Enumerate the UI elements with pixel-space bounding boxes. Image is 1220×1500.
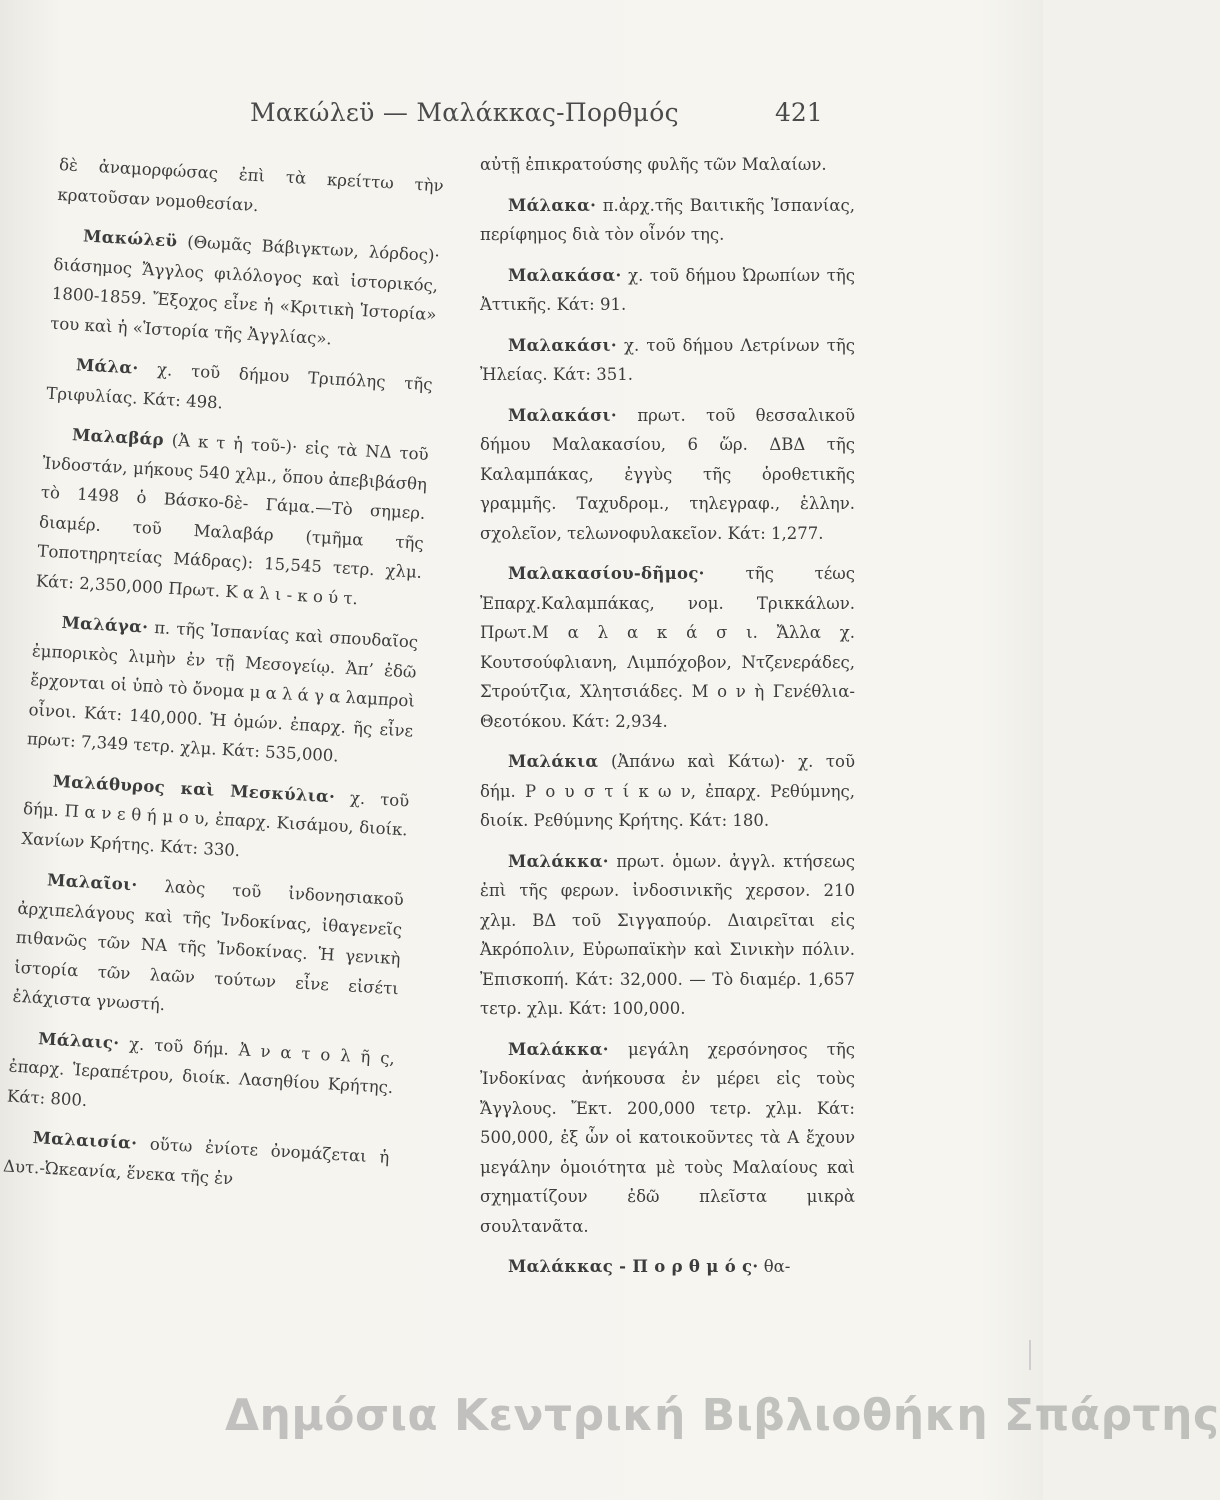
entry-headword: Μαλακάσα· <box>508 265 622 285</box>
entry-headword: Μαλάθυρος καὶ Μεσκύλια· <box>52 771 336 806</box>
entry-text: χ. τοῦ δήμ. Ἀ ν α τ ο λ ῆ ς, ἐπαρχ. Ἱεραπέτρου, διοίκ. Λασηθίου Κρήτης. Κάτ: 800. <box>6 1033 396 1110</box>
left-entry <box>35 419 429 617</box>
entry-headword: Μαλάκια <box>508 752 599 771</box>
entry-text: (Ἀπάνω καὶ Κάτω)· χ. τοῦ δήμ. Ρ ο υ σ τ ί κ ω ν, ἐπαρχ. Ρεθύμνης, διοίκ. Ρεθύμνης Κρήτης. Κάτ: 180. <box>480 752 855 830</box>
entry-text: αὐτῇ ἐπικρατούσης φυλῆς τῶν Μαλαίων. <box>480 155 827 174</box>
left-entry <box>50 220 441 359</box>
entry-text: λαὸς τοῦ ἰνδονησιακοῦ ἀρχιπελάγους καὶ τῆς Ἰνδοκίνας, ἰθαγενεῖς πιθανῶς τῶν ΝΑ τῆς Ἰνδοκίνας. Ἡ γενικὴ ἱστορία τῶν λαῶν τούτων εἶνε εἰσέτι ἐλάχιστα γνωστή. <box>12 876 405 1015</box>
right-entry <box>480 401 855 549</box>
right-entry <box>480 150 855 180</box>
entry-text: πρωτ. τοῦ θεσσαλικοῦ δήμου Μαλακασίου, 6 ὥρ. ΔΒΔ τῆς Καλαμπάκας, ἐγγὺς τῆς ὁροθετικῆς γραμμῆς. Ταχυδρομ., τηλεγραφ., ἑλλην. σχολεῖον, τελωνοφυλακεῖον. Κάτ: 1,277. <box>480 405 856 543</box>
entry-headword: Μαλακασίου-δῆμος· <box>508 564 705 583</box>
left-entry <box>6 1022 395 1132</box>
entry-headword: Μακώλεϋ <box>82 226 178 251</box>
entry-headword: Μαλαβάρ <box>71 425 165 450</box>
entry-text: οὕτω ἐνίοτε ὀνομάζεται ἡ Δυτ.-Ὠκεανία, ἕνεκα τῆς ἐν <box>2 1134 390 1188</box>
entry-text: χ. τοῦ δήμ. Π α ν ε θ ή μ ο υ, ἐπαρχ. Κισάμου, διοίκ. Χανίων Κρήτης. Κάτ: 330. <box>21 787 410 860</box>
left-column <box>2 150 445 1213</box>
library-watermark: Δημόσια Κεντρική Βιβλιοθήκη Σπάρτης <box>225 1390 1220 1441</box>
entry-headword: Μάλα· <box>75 355 139 378</box>
running-header: Μακώλεϋ — Μαλάκκας-Πορθμός <box>250 98 679 127</box>
right-entry <box>480 331 855 390</box>
left-entry <box>57 150 445 230</box>
entry-text: (Ἀ κ τ ἡ τοῦ-)· εἰς τὰ ΝΔ τοῦ Ἰνδοστάν, μήκους 540 χλμ., ὅπου ἀπεβιβάσθη τὸ 1498 ὁ Βάσκο-δὲ- Γάμα.—Τὸ σημερ. διαμέρ. τοῦ Μαλαβάρ (τμῆμα τῆς Τοποτηρητείας Μάδρας): 15,545 τετρ. χλμ. Κάτ: 2,350,000 Πρωτ. Κ α λ ι - κ ο ύ τ. <box>35 430 430 608</box>
entry-headword: Μαλάκκα· <box>508 1039 609 1059</box>
entry-text: (Θωμᾶς Βάβιγκτων, λόρδος)· διάσημος Ἄγγλος φιλόλογος καὶ ἱστορικός, 1800-1859. Ἔξοχος εἶνε ἡ «Κριτικὴ Ἱστορία» του καὶ ἡ «Ἱστορία τῆς Ἀγγλίας». <box>49 232 441 348</box>
right-entry <box>480 747 855 836</box>
entry-text: δὲ ἀναμορφώσας ἐπὶ τὰ κρείττω τὴν κρατοῦσαν νομοθεσίαν. <box>57 154 445 215</box>
entry-headword: Μάλαις· <box>37 1028 120 1053</box>
entry-headword: Μαλάγα· <box>61 612 149 637</box>
entry-text: θα- <box>763 1257 791 1276</box>
entry-headword: Μάλακα· <box>508 195 597 215</box>
right-entry <box>480 1035 855 1242</box>
entry-text: π. τῆς Ἰσπανίας καὶ σπουδαῖος ἐμπορικὸς λιμὴν ἐν τῇ Μεσογείῳ. Ἀπ’ ἐδῶ ἔρχονται οἱ ὑπὸ τὸ ὄνομα μ α λ ά γ α λαμπροὶ οἶνοι. Κάτ: 140,000. Ἡ ὁμών. ἐπαρχ. ῆς εἶνε πρωτ: 7,349 τετρ. χλμ. Κάτ: 535,000. <box>26 618 419 766</box>
left-entry <box>12 864 405 1033</box>
right-entry <box>480 1252 855 1282</box>
entry-text: μεγάλη χερσόνησος τῆς Ἰνδοκίνας ἀνήκουσα ἐν μέρει εἰς τοὺς Ἄγγλους. Ἔκτ. 200,000 τετρ. χλμ. Κάτ: 500,000, ἐξ ὧν οἱ κατοικοῦντες τὰ Α ἔχουν μεγάλην ὁμοιότητα μὲ τοὺς Μαλαίους καὶ σχηματίζουν ἐδῶ πλεῖστα μικρὰ σουλτανᾶτα. <box>480 1039 855 1236</box>
left-entry <box>2 1121 390 1201</box>
entry-text: τῆς τέως Ἐπαρχ.Καλαμπάκας, νομ. Τρικκάλων. Πρωτ.Μ α λ α κ ά σ ι. Ἄλλα χ. Κουτσούφλιανη, Λιμπόχοβον, Ντζενεράδες, Στρούτζια, Χλητσιάδες. Μ ο ν ὴ Γενέθλια-Θεοτόκου. Κάτ: 2,934. <box>480 564 856 731</box>
entry-headword: Μαλακάσι· <box>508 335 617 355</box>
page-number: 421 <box>775 98 823 127</box>
entry-headword: Μαλάκκας - Π ο ρ θ μ ό ς· <box>508 1257 759 1276</box>
left-entry <box>46 349 434 429</box>
left-entry <box>26 606 419 775</box>
entry-headword: Μαλαῖοι· <box>46 870 138 895</box>
right-entry <box>480 847 855 1024</box>
entry-text: πρωτ. ὁμων. ἀγγλ. κτήσεως ἐπὶ τῆς φερων. ἰνδοσινικῆς χερσον. 210 χλμ. ΒΔ τοῦ Σιγγαπούρ. Διαιρεῖται εἰς Ἀκρόπολιν, Εὐρωπαϊκὴν καὶ Σινικὴν πόλιν. Ἐπισκοπή. Κάτ: 32,000. — Τὸ διαμέρ. 1,657 τετρ. χλμ. Κάτ: 100,000. <box>480 851 855 1018</box>
right-entry <box>480 559 855 736</box>
entry-headword: Μαλάκκα· <box>508 851 609 871</box>
entry-headword: Μαλαισία· <box>32 1128 138 1153</box>
entry-text: χ. τοῦ δήμου Λετρίνων τῆς Ἠλείας. Κάτ: 351. <box>480 335 856 384</box>
left-entry <box>21 765 410 875</box>
right-entry <box>480 191 855 250</box>
entry-text: χ. τοῦ δήμου Τριπόλης τῆς Τριφυλίας. Κάτ: 498. <box>45 359 434 412</box>
entry-text: π.ἀρχ.τῆς Βαιτικῆς Ἰσπανίας, περίφημος διὰ τὸν οἶνόν της. <box>480 195 855 244</box>
entry-headword: Μαλακάσι· <box>508 405 617 425</box>
right-entry <box>480 261 855 320</box>
entry-text: χ. τοῦ δήμου Ὠρωπίων τῆς Ἀττικῆς. Κάτ: 91. <box>480 265 855 314</box>
scan-edge-mark <box>1029 1340 1031 1370</box>
right-column <box>480 150 855 1293</box>
